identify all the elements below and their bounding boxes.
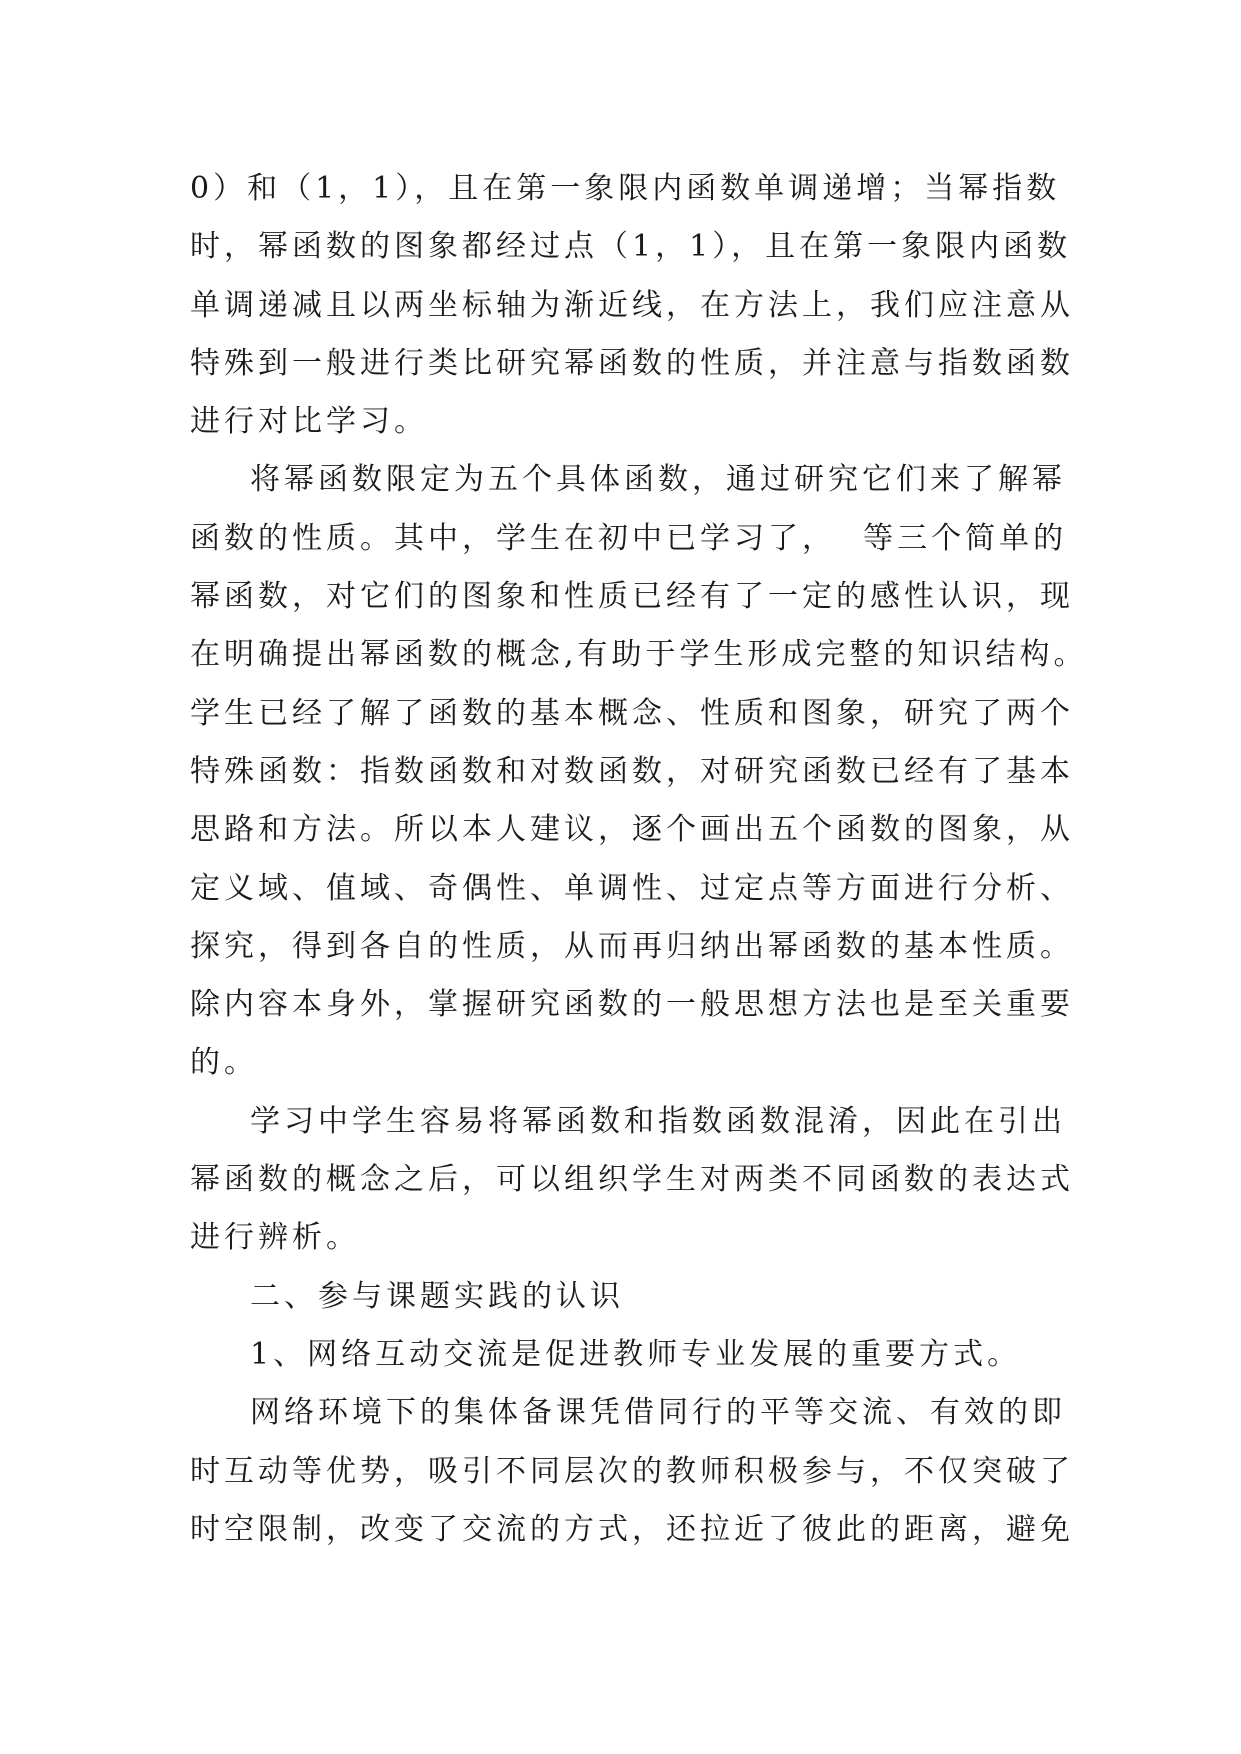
text-line: 时互动等优势，吸引不同层次的教师积极参与，不仅突破了 bbox=[190, 1453, 1074, 1489]
text-line: 函数的性质。其中，学生在初中已学习了， 等三个简单的 bbox=[190, 520, 1068, 556]
text-line: 探究，得到各自的性质，从而再归纳出幂函数的基本性质。 bbox=[190, 928, 1074, 964]
text-line: 进行对比学习。 bbox=[190, 404, 428, 440]
document-body bbox=[190, 160, 1088, 1559]
text-line: 进行辨析。 bbox=[190, 1220, 360, 1256]
text-line: 定义域、值域、奇偶性、单调性、过定点等方面进行分析、 bbox=[190, 870, 1074, 906]
text-line: 学生已经了解了函数的基本概念、性质和图象，研究了两个 bbox=[190, 695, 1074, 731]
text-line: 思路和方法。所以本人建议，逐个画出五个函数的图象，从 bbox=[190, 812, 1074, 848]
text-line: 二、参与课题实践的认识 bbox=[250, 1278, 624, 1314]
text-line: 除内容本身外，掌握研究函数的一般思想方法也是至关重要 bbox=[190, 987, 1074, 1023]
text-line: 的。 bbox=[190, 1045, 258, 1081]
text-line: 0）和（1，1），且在第一象限内函数单调递增；当幂指数 bbox=[190, 171, 1061, 206]
text-line: 在明确提出幂函数的概念,有助于学生形成完整的知识结构。 bbox=[190, 637, 1088, 673]
text-line: 1、网络互动交流是促进教师专业发展的重要方式。 bbox=[250, 1336, 1022, 1372]
text-line: 时空限制，改变了交流的方式，还拉近了彼此的距离，避免 bbox=[190, 1511, 1074, 1547]
text-line: 单调递减且以两坐标轴为渐近线，在方法上，我们应注意从 bbox=[190, 287, 1074, 323]
text-line: 幂函数的概念之后，可以组织学生对两类不同函数的表达式 bbox=[190, 1162, 1074, 1198]
text-line: 学习中学生容易将幂函数和指数函数混淆，因此在引出 bbox=[250, 1103, 1066, 1139]
text-line: 特殊到一般进行类比研究幂函数的性质，并注意与指数函数 bbox=[190, 345, 1074, 381]
text-line: 幂函数，对它们的图象和性质已经有了一定的感性认识，现 bbox=[190, 579, 1074, 615]
text-line: 特殊函数：指数函数和对数函数，对研究函数已经有了基本 bbox=[190, 753, 1074, 789]
text-line: 网络环境下的集体备课凭借同行的平等交流、有效的即 bbox=[250, 1395, 1066, 1431]
text-line: 将幂函数限定为五个具体函数，通过研究它们来了解幂 bbox=[250, 462, 1066, 498]
text-line: 时，幂函数的图象都经过点（1，1），且在第一象限内函数 bbox=[190, 229, 1072, 265]
